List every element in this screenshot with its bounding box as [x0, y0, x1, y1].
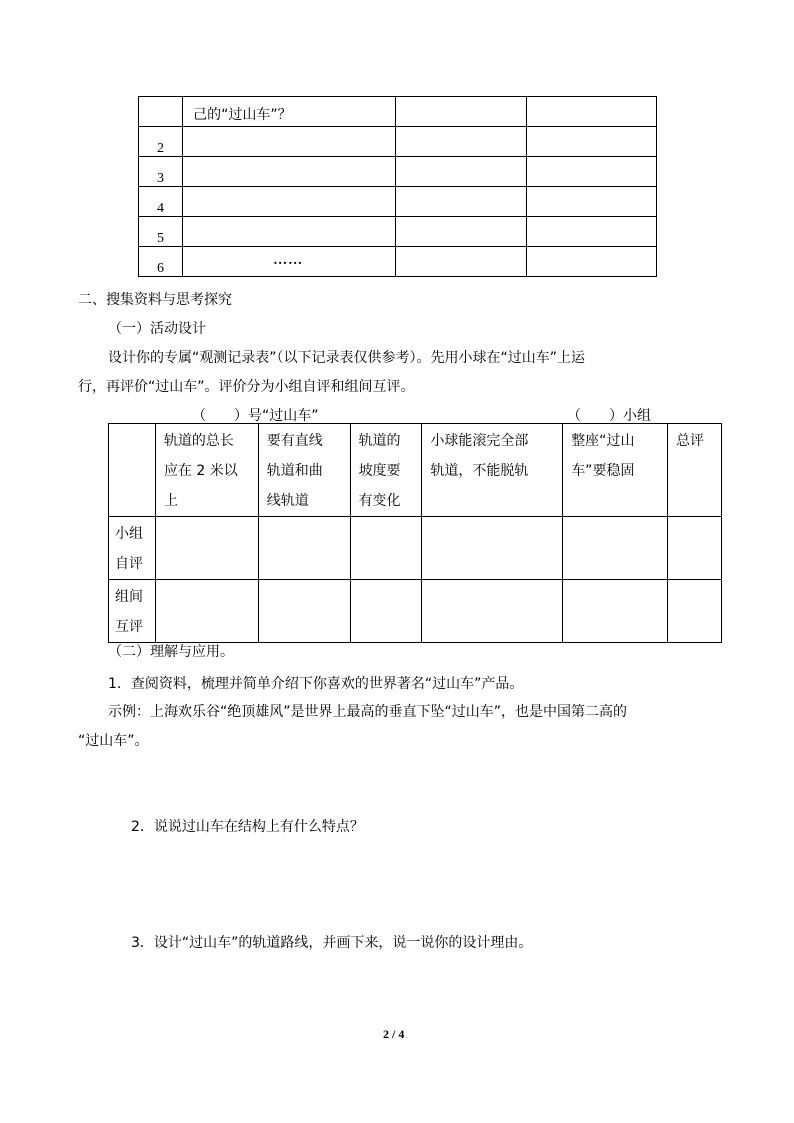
header-line: 整座“过山	[571, 433, 635, 449]
header-line: 轨道的	[358, 433, 401, 449]
paragraph-line: 行，再评价“过山车”。评价分为小组自评和组间互评。	[78, 379, 415, 395]
table-cell	[396, 127, 526, 157]
row-label-line: 小组	[115, 526, 143, 542]
header-cell	[258, 424, 350, 517]
table-cell	[526, 187, 656, 217]
row-number: 4	[139, 187, 183, 217]
table-cell	[183, 187, 396, 217]
table-cell	[396, 247, 526, 277]
header-line: 轨道的总长	[163, 433, 234, 449]
table-cell	[668, 580, 722, 643]
table-row	[139, 127, 657, 157]
table-cell	[155, 517, 258, 580]
table-row	[139, 97, 657, 127]
row-number-cell	[139, 97, 183, 127]
section-heading: 二、搜集资料与思考探究	[78, 292, 232, 308]
row-label-cell	[109, 580, 156, 643]
question-1: 1．查阅资料，梳理并简单介绍下你喜欢的世界著名“过山车”产品。	[108, 676, 524, 692]
row-number: 3	[139, 157, 183, 187]
header-line: 有变化	[358, 493, 401, 509]
table-cell	[422, 517, 563, 580]
header-cell	[350, 424, 422, 517]
table-cell	[350, 580, 422, 643]
header-line: 上	[163, 493, 178, 509]
row-label-line: 组间	[115, 589, 143, 605]
table-row	[139, 157, 657, 187]
subsection-heading: （二）理解与应用。	[108, 644, 234, 660]
table-cell	[396, 187, 526, 217]
header-line: 应在 2 米以	[163, 463, 238, 479]
table-caption-left: （ ）号“过山车”	[192, 408, 319, 424]
table-cell	[396, 97, 526, 127]
question-3: 3．设计“过山车”的轨道路线，并画下来，说一说你的设计理由。	[131, 935, 533, 951]
table-caption-right: （ ）小组	[567, 408, 651, 424]
table-cell	[183, 127, 396, 157]
header-cell	[422, 424, 563, 517]
header-line: 要有直线	[266, 433, 323, 449]
row-number: 6	[139, 247, 183, 277]
table-cell	[155, 580, 258, 643]
header-cell	[563, 424, 668, 517]
table-cell	[258, 580, 350, 643]
paragraph-line: 设计你的专属“观测记录表”（以下记录表仅供参考）。先用小球在“过山车”上运	[108, 350, 586, 366]
example-line: “过山车”。	[78, 733, 149, 749]
first-row-text: 己的“过山车”？	[193, 107, 292, 123]
table-cell	[109, 424, 156, 517]
table-cell	[422, 580, 563, 643]
table-row	[139, 187, 657, 217]
header-line: 坡度要	[358, 463, 401, 479]
row-label-cell	[109, 517, 156, 580]
table-cell	[183, 247, 396, 277]
table-header-row	[109, 424, 722, 517]
table-row	[139, 247, 657, 277]
table-cell	[563, 580, 668, 643]
table-row	[139, 217, 657, 247]
table-cell	[258, 517, 350, 580]
header-line: 总评	[676, 433, 705, 449]
page-number: 2 / 4	[383, 1027, 405, 1041]
table-cell	[183, 157, 396, 187]
row-label-line: 自评	[115, 556, 143, 572]
header-line: 车”要稳固	[571, 463, 635, 479]
table-cell	[526, 97, 656, 127]
table-cell	[526, 127, 656, 157]
table-cell	[563, 517, 668, 580]
row-number: 2	[139, 127, 183, 157]
table-row	[109, 517, 722, 580]
header-line: 轨道，不能脱轨	[430, 463, 529, 479]
table-cell	[183, 97, 396, 127]
ellipsis: ……	[273, 253, 304, 268]
table-cell	[396, 217, 526, 247]
table-cell	[526, 157, 656, 187]
table-cell	[183, 217, 396, 247]
question-2: 2．说说过山车在结构上有什么特点？	[131, 819, 364, 835]
record-table	[138, 96, 657, 277]
table-cell	[350, 517, 422, 580]
evaluation-table	[108, 423, 722, 643]
header-cell	[155, 424, 258, 517]
header-cell	[668, 424, 722, 517]
table-cell	[526, 217, 656, 247]
row-label-line: 互评	[115, 619, 143, 635]
header-line: 线轨道	[266, 493, 309, 509]
example-line: 示例：上海欢乐谷“绝顶雄风”是世界上最高的垂直下坠“过山车”，也是中国第二高的	[108, 704, 628, 720]
table-row	[109, 580, 722, 643]
row-number: 5	[139, 217, 183, 247]
header-line: 小球能滚完全部	[430, 433, 529, 449]
subsection-heading: （一）活动设计	[108, 321, 206, 337]
header-line: 轨道和曲	[266, 463, 323, 479]
table-cell	[396, 157, 526, 187]
table-cell	[668, 517, 722, 580]
table-cell	[526, 247, 656, 277]
